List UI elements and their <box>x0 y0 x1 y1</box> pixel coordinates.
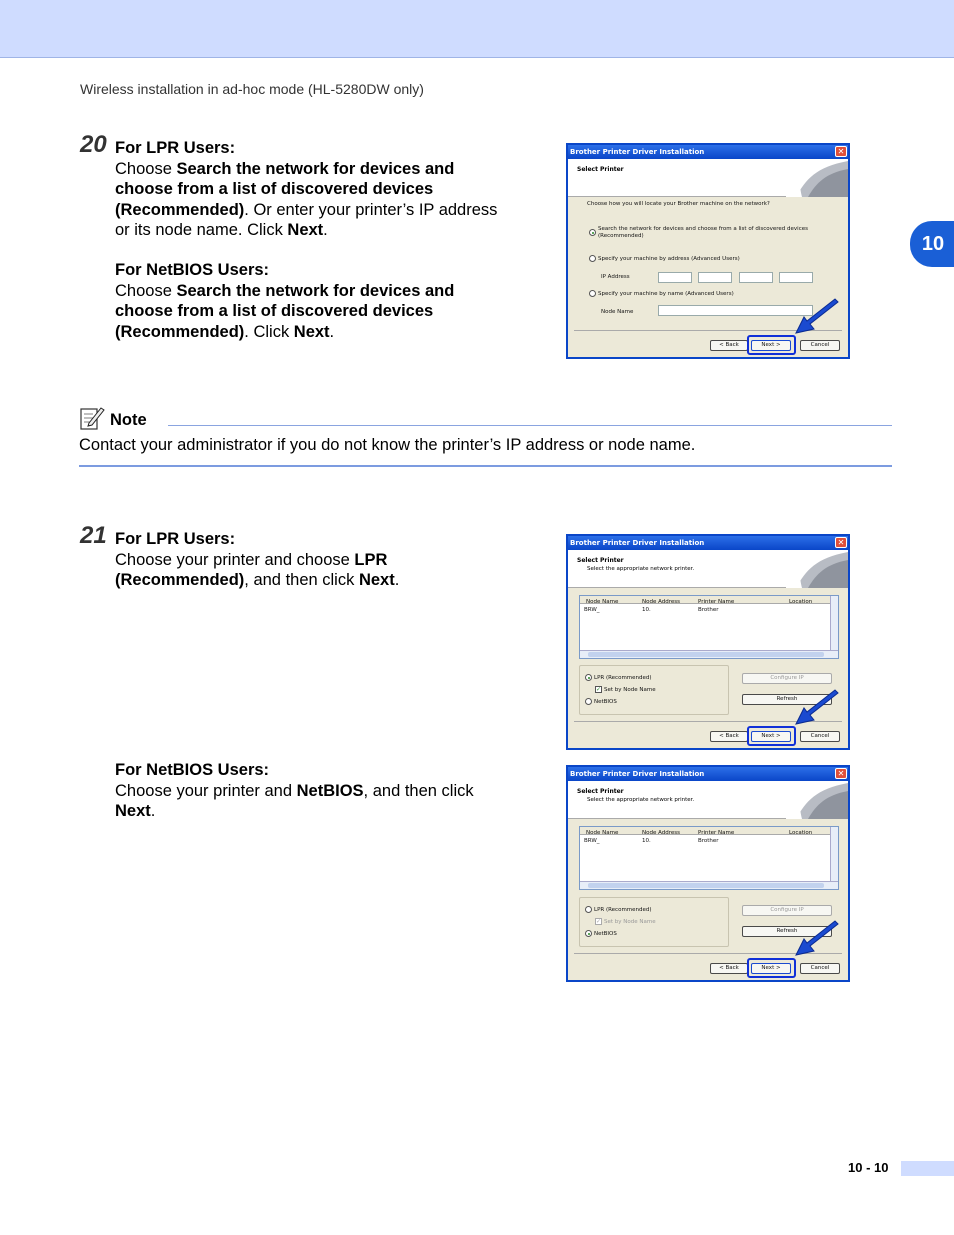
top-header-band <box>0 0 954 58</box>
radio-lpr[interactable] <box>585 674 592 681</box>
ip-octet-1-input[interactable] <box>658 272 692 283</box>
refresh-button[interactable]: Refresh <box>742 926 832 937</box>
page-number: 10 - 10 <box>848 1160 889 1175</box>
step-21-lpr-heading: For LPR Users: <box>115 530 236 548</box>
step-20-netbios-text: Choose Search the network for devices and choose from a list of discovered devices (Recommended). Click Next. <box>115 281 455 341</box>
step-number-21: 21 <box>80 522 107 549</box>
printer-list[interactable] <box>579 595 839 659</box>
close-icon[interactable]: ✕ <box>835 146 847 157</box>
column-location: Location <box>789 830 813 836</box>
step-21-netbios <box>115 760 505 822</box>
dialog-header <box>568 781 848 819</box>
close-icon[interactable]: ✕ <box>835 768 847 779</box>
vertical-scrollbar[interactable] <box>830 596 838 650</box>
horizontal-scrollbar[interactable] <box>580 881 838 889</box>
set-by-node-name-label: Set by Node Name <box>604 687 656 693</box>
row-node-name[interactable]: BRW_ <box>584 838 600 844</box>
column-location: Location <box>789 599 813 605</box>
back-button[interactable]: < Back <box>710 963 748 974</box>
option-netbios-label: NetBIOS <box>594 931 617 937</box>
dialog-header-subtitle: Select the appropriate network printer. <box>587 797 695 803</box>
row-node-name[interactable]: BRW_ <box>584 607 600 613</box>
dialog-select-printer-locate <box>566 143 850 359</box>
node-name-label: Node Name <box>601 309 634 315</box>
radio-netbios[interactable] <box>585 698 592 705</box>
row-node-address[interactable]: 10. <box>642 838 651 844</box>
column-node-address: Node Address <box>642 599 681 605</box>
dialog-header-title: Select Printer <box>577 166 624 173</box>
dialog-header-subtitle: Select the appropriate network printer. <box>587 566 695 572</box>
radio-specify-name[interactable] <box>589 290 596 297</box>
step-21-lpr-text: Choose your printer and choose LPR (Recommended), and then click Next. <box>115 550 400 589</box>
note-pencil-icon <box>79 405 105 431</box>
ip-octet-2-input[interactable] <box>698 272 732 283</box>
chapter-tab: 10 <box>910 221 954 267</box>
checkbox-set-by-node-name[interactable]: ✓ <box>596 918 602 925</box>
pointer-arrow-icon <box>794 920 842 958</box>
column-printer-name: Printer Name <box>698 599 735 605</box>
dialog-header <box>568 159 848 197</box>
option-netbios-label: NetBIOS <box>594 699 617 705</box>
dialog-header <box>568 550 848 588</box>
step-20-lpr-heading: For LPR Users: <box>115 139 236 157</box>
configure-ip-button[interactable]: Configure IP <box>742 905 832 916</box>
ip-address-label: IP Address <box>601 274 630 280</box>
step-21-netbios-heading: For NetBIOS Users: <box>115 761 270 779</box>
radio-netbios[interactable] <box>585 930 592 937</box>
note-bottom-rule <box>79 465 892 467</box>
option-lpr-label: LPR (Recommended) <box>594 675 652 681</box>
horizontal-scrollbar[interactable] <box>580 650 838 658</box>
locate-question: Choose how you will locate your Brother machine on the network? <box>587 201 770 207</box>
header-graphic-icon <box>786 781 848 819</box>
dialog-select-printer-lpr <box>566 534 850 750</box>
note-label: Note <box>110 411 147 429</box>
refresh-button[interactable]: Refresh <box>742 694 832 705</box>
dialog-header-title: Select Printer <box>577 557 624 564</box>
back-button[interactable]: < Back <box>710 340 748 351</box>
header-graphic-icon <box>786 550 848 588</box>
column-node-name: Node Name <box>586 599 619 605</box>
cancel-button[interactable]: Cancel <box>800 731 840 742</box>
footer-band <box>901 1161 954 1176</box>
option-address-label: Specify your machine by address (Advanced Users) <box>598 256 740 262</box>
column-node-name: Node Name <box>586 830 619 836</box>
next-button[interactable]: Next > <box>751 340 791 351</box>
step-21-netbios-text: Choose your printer and NetBIOS, and then click Next. <box>115 781 474 820</box>
step-20-lpr <box>115 138 515 241</box>
dialog-title-bar: Brother Printer Driver Installation ✕ <box>568 767 848 781</box>
checkbox-set-by-node-name[interactable]: ✓ <box>596 686 602 693</box>
header-graphic-icon <box>786 159 848 197</box>
next-button[interactable]: Next > <box>751 963 791 974</box>
step-21-lpr <box>115 529 435 591</box>
option-lpr-label: LPR (Recommended) <box>594 907 652 913</box>
configure-ip-button[interactable]: Configure IP <box>742 673 832 684</box>
back-button[interactable]: < Back <box>710 731 748 742</box>
ip-octet-3-input[interactable] <box>739 272 773 283</box>
dialog-select-printer-netbios <box>566 765 850 982</box>
row-printer-name[interactable]: Brother <box>698 607 719 613</box>
step-number-20: 20 <box>80 131 107 158</box>
option-name-label: Specify your machine by name (Advanced Users) <box>598 291 734 297</box>
dialog-title-bar: Brother Printer Driver Installation ✕ <box>568 536 848 550</box>
column-printer-name: Printer Name <box>698 830 735 836</box>
vertical-scrollbar[interactable] <box>830 827 838 881</box>
option-search-label-2: (Recommended) <box>598 233 644 239</box>
note-top-rule <box>168 425 892 426</box>
printer-list[interactable] <box>579 826 839 890</box>
next-button[interactable]: Next > <box>751 731 791 742</box>
node-name-input[interactable] <box>658 305 813 316</box>
cancel-button[interactable]: Cancel <box>800 963 840 974</box>
pointer-arrow-icon <box>794 298 842 336</box>
pointer-arrow-icon <box>794 689 842 727</box>
running-head: Wireless installation in ad-hoc mode (HL-5280DW only) <box>80 81 424 97</box>
radio-lpr[interactable] <box>585 906 592 913</box>
row-printer-name[interactable]: Brother <box>698 838 719 844</box>
ip-octet-4-input[interactable] <box>779 272 813 283</box>
dialog-title-bar: Brother Printer Driver Installation ✕ <box>568 145 848 159</box>
column-node-address: Node Address <box>642 830 681 836</box>
radio-search-network[interactable] <box>589 229 596 236</box>
row-node-address[interactable]: 10. <box>642 607 651 613</box>
option-search-label: Search the network for devices and choose from a list of discovered devices <box>598 226 808 232</box>
step-20-netbios <box>115 260 515 342</box>
step-20-netbios-heading: For NetBIOS Users: <box>115 261 270 279</box>
step-20-lpr-text: Choose Search the network for devices and choose from a list of discovered devices (Recommended). Or enter your printer’s IP address or its node name. Click Next. <box>115 159 498 239</box>
radio-specify-address[interactable] <box>589 255 596 262</box>
close-icon[interactable]: ✕ <box>835 537 847 548</box>
note-text: Contact your administrator if you do not know the printer’s IP address or node name. <box>79 436 696 454</box>
dialog-header-title: Select Printer <box>577 788 624 795</box>
cancel-button[interactable]: Cancel <box>800 340 840 351</box>
set-by-node-name-label: Set by Node Name <box>604 919 656 925</box>
